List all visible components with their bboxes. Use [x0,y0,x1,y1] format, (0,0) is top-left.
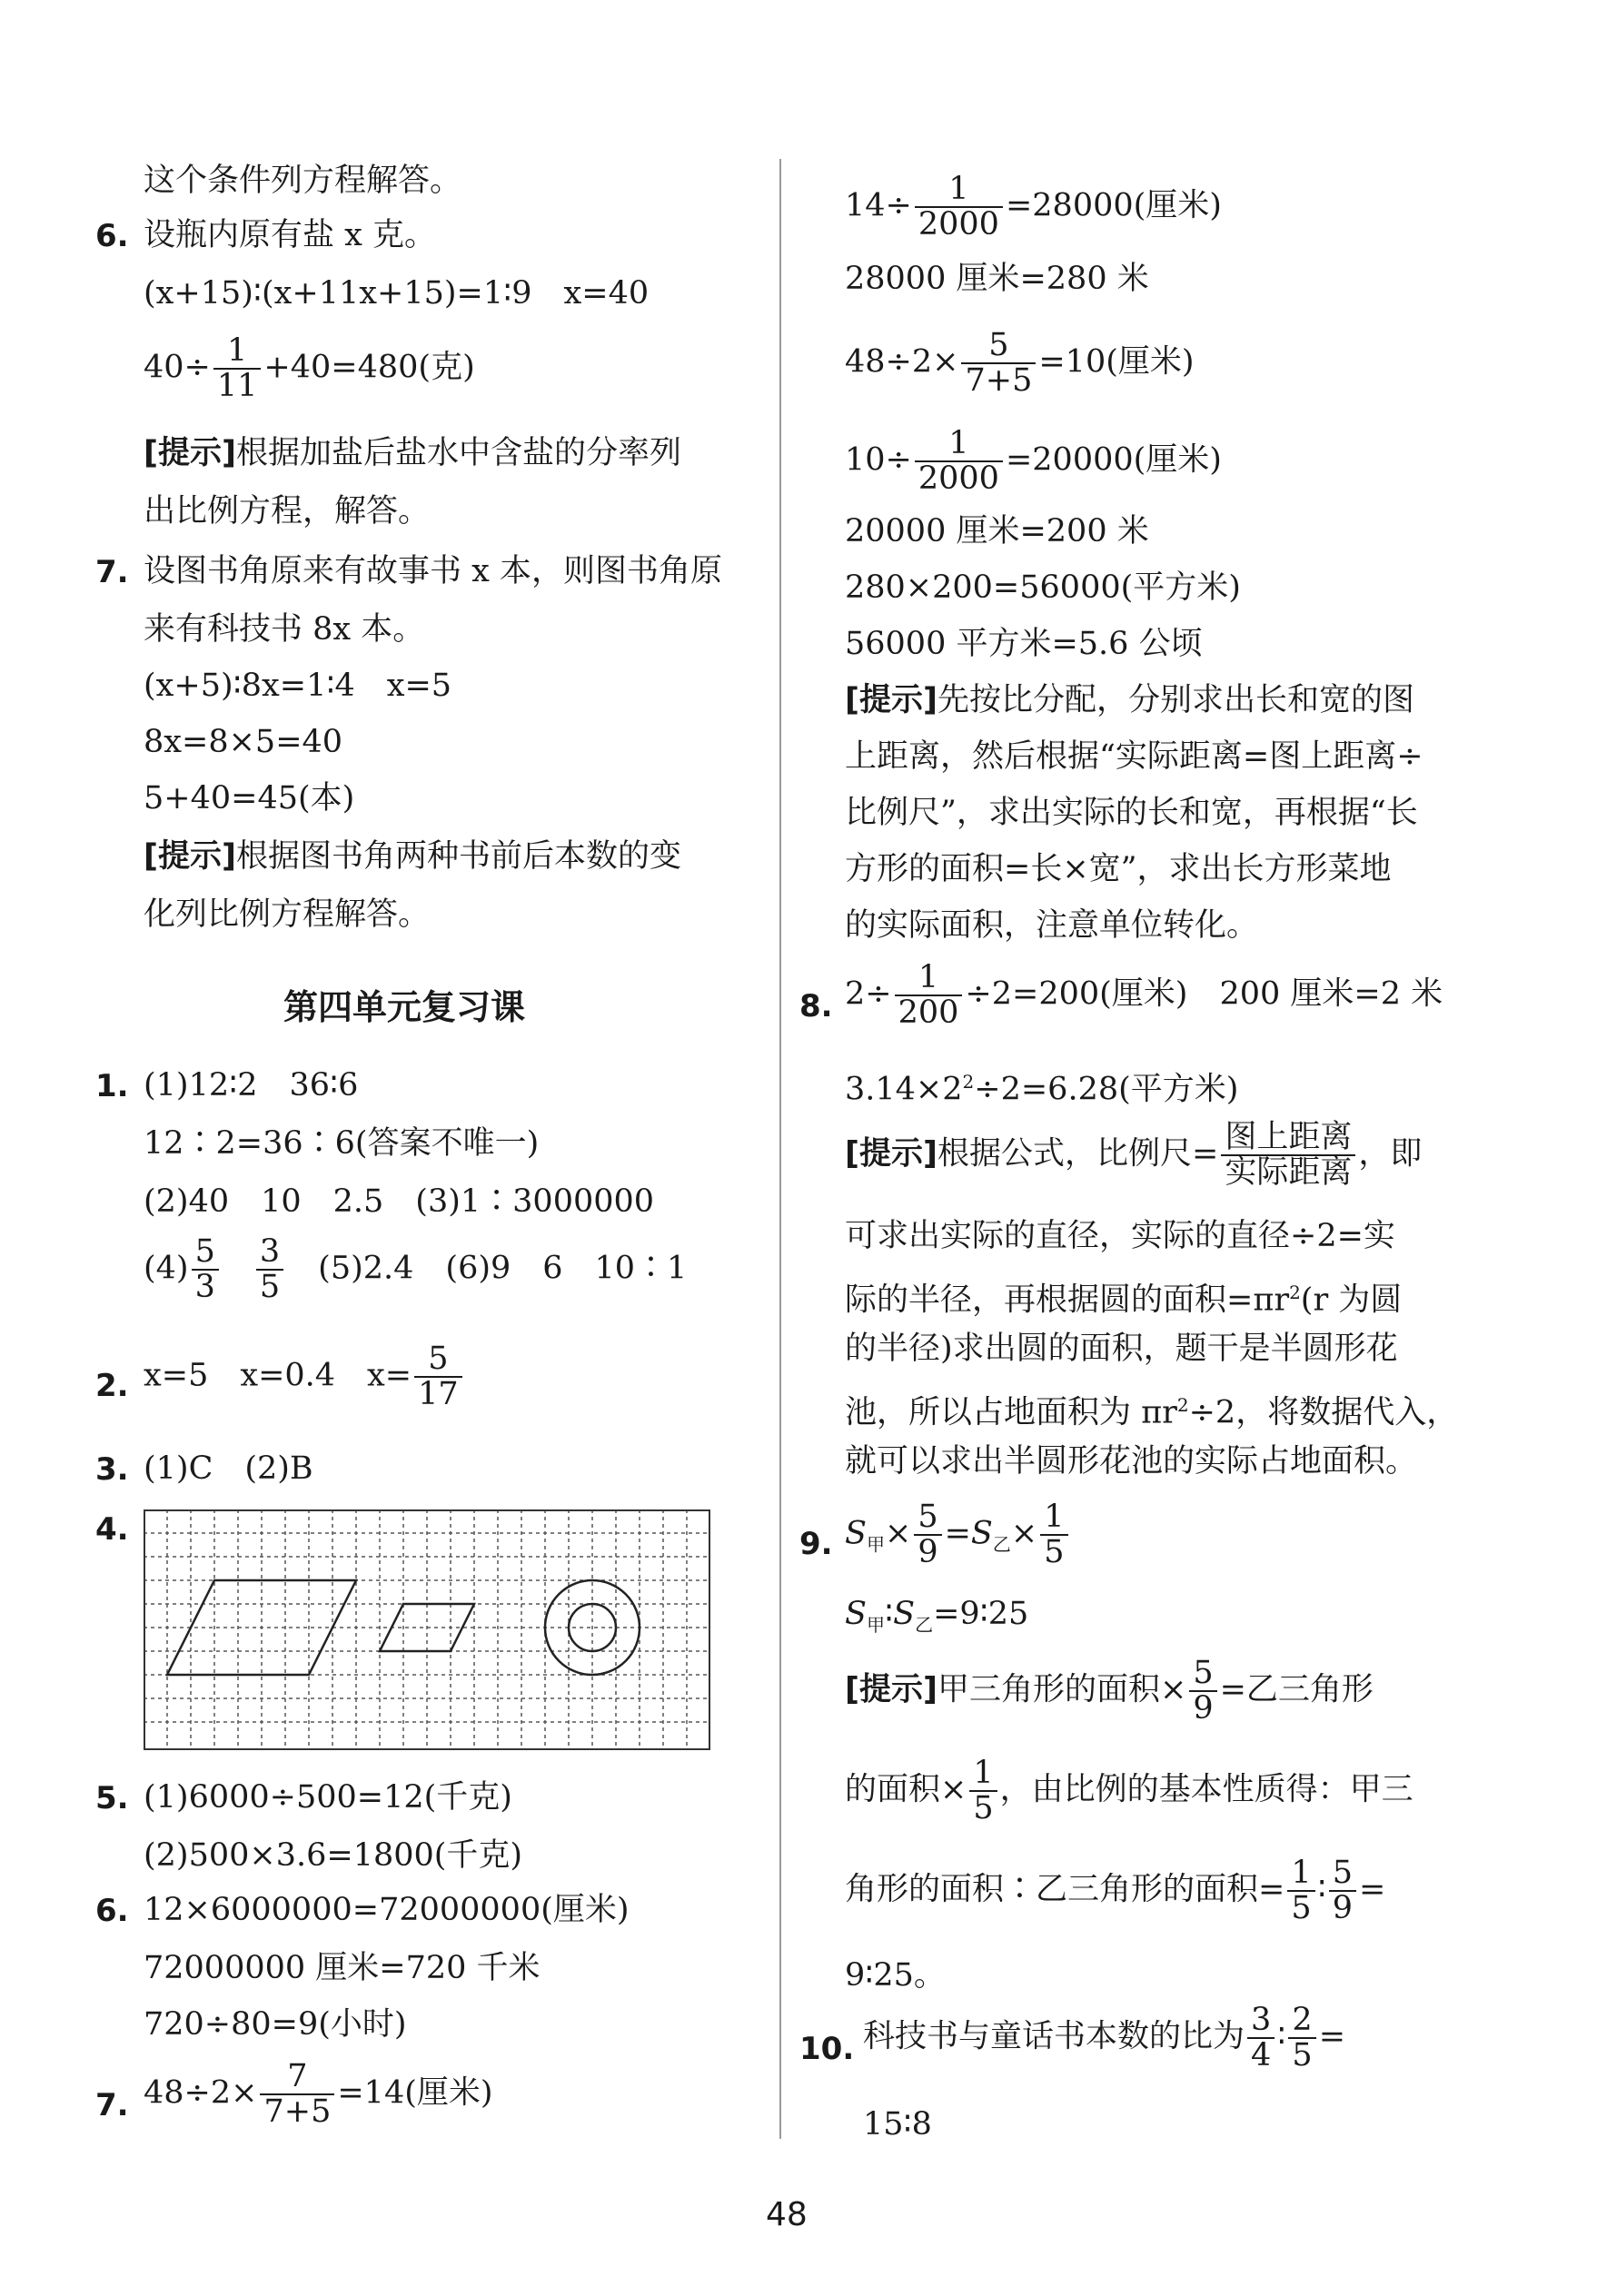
fraction [1288,2004,1315,2073]
hint-line: 比例尺”，求出实际的长和宽，再根据“长 [845,795,1418,831]
text-line: 设图书角原来有故事书 x 本，则图书角原 [144,553,722,589]
text: =9∶25 [933,1596,1029,1632]
text: 48÷2× [144,2074,258,2112]
fraction [260,2060,334,2129]
question-number: 6. [95,1893,129,1929]
fraction [1287,1856,1314,1925]
hint-text: =乙三角形 [1219,1671,1374,1708]
numerator: 1 [1287,1856,1314,1892]
hint-line [144,837,681,876]
fraction [1247,2004,1275,2073]
question-number: 7. [95,554,129,590]
numerator: 3 [256,1235,283,1271]
page-number: 48 [766,2196,808,2233]
text: = [1318,2018,1346,2055]
section-title: 第四单元复习课 [283,987,526,1027]
equation-line: (1)12∶2 36∶6 [144,1067,359,1103]
hint-line: 可求出实际的直径，实际的直径÷2=实 [845,1218,1395,1254]
hint-line [845,1856,1385,1925]
hint-line [845,681,1414,719]
denominator: 9 [1332,1889,1353,1926]
numerator: 1 [969,1757,997,1792]
fraction [895,961,963,1030]
equation-line: (x+5)∶8x=1∶4 x=5 [144,668,452,704]
equation-line [845,1595,1028,1644]
numerator: 2 [1288,2004,1315,2039]
text: (5)2.4 (6)9 6 10∶1 [318,1250,688,1287]
subscript: 甲 [866,1614,885,1636]
numerator: 5 [914,1500,941,1536]
denominator: 2000 [918,205,999,242]
fraction [1329,1856,1356,1925]
hint-label: [提示] [845,1135,937,1173]
equation-line: 15∶8 [863,2106,932,2143]
numerator: 5 [961,329,1036,364]
fraction [915,427,1003,496]
question-number: 7. [95,2087,129,2123]
denominator: 7+5 [263,2093,332,2130]
equation-line: (1)6000÷500=12(千克) [144,1779,512,1816]
question-number: 1. [95,1068,129,1104]
equation-line: 12∶2=36∶6(答案不唯一) [144,1125,540,1162]
text: × [1010,1515,1038,1552]
subscript: 乙 [915,1614,934,1636]
hint-text: 先按比分配，分别求出长和宽的图 [937,682,1415,718]
text: 10÷ [845,441,912,479]
hint-text: 根据加盐后盐水中含盐的分率列 [236,435,682,471]
equation-line [845,961,1443,1030]
text: × [884,1515,912,1552]
hint-text: 角形的面积∶乙三角形的面积= [845,1871,1285,1908]
numerator: 5 [1189,1657,1216,1692]
text: 2÷ [845,975,892,1013]
grid-lines [144,1509,710,1750]
equation-line [845,1063,1238,1109]
numerator: 5 [1329,1856,1356,1892]
denominator: 17 [418,1375,459,1412]
denominator: 5 [1044,1533,1065,1570]
hint-text: 的面积× [845,1771,967,1808]
subscript: 甲 [866,1533,885,1556]
text: = [944,1515,971,1552]
question-number: 5. [95,1780,129,1816]
symbol: S [970,1515,993,1552]
fraction [1189,1657,1216,1726]
fraction [1221,1121,1355,1190]
hint-text: 际的半径，再根据圆的面积=πr [845,1282,1290,1319]
fraction [914,1500,941,1569]
question-number: 6. [95,218,129,254]
denominator: 5 [973,1789,994,1826]
denominator: 9 [1193,1689,1214,1727]
denominator: 实际距离 [1225,1153,1353,1191]
hint-text: ，即 [1358,1135,1423,1173]
equation-line [845,173,1222,242]
equation-line [845,427,1222,496]
equation-line: 56000 平方米=5.6 公顷 [845,626,1203,662]
text: 3.14×2 [845,1071,963,1108]
equation-line: 5+40=45(本) [144,780,355,816]
denominator: 2000 [918,460,999,497]
grid-drawing [144,1509,710,1750]
denominator: 9 [918,1533,938,1570]
question-number: 3. [95,1451,129,1488]
numerator: 1 [915,173,1003,208]
text-line [863,2004,1345,2073]
hint-text: 甲三角形的面积× [937,1671,1187,1708]
hint-text: 池，所以占地面积为 πr [845,1394,1177,1431]
text: 48÷2× [845,343,959,381]
denominator: 3 [194,1268,215,1305]
fraction [1040,1500,1067,1569]
hint-line: 方形的面积=长×宽”，求出长方形菜地 [845,851,1392,887]
equation-line [144,1342,465,1411]
text: 科技书与童话书本数的比为 [863,2018,1245,2055]
equation-line: 280×200=56000(平方米) [845,569,1241,606]
hint-line: 就可以求出半圆形花池的实际占地面积。 [845,1443,1418,1480]
equation-line: (x+15)∶(x+11x+15)=1∶9 x=40 [144,275,650,312]
numerator: 图上距离 [1221,1121,1355,1156]
hint-text: (r 为圆 [1300,1282,1403,1319]
question-number: 8. [799,988,833,1024]
hint-line: 的实际面积，注意单位转化。 [845,907,1259,944]
denominator: 200 [898,994,959,1031]
exponent: 2 [1289,1282,1301,1303]
denominator: 4 [1251,2036,1272,2073]
equation-line [144,2060,493,2129]
equation-line: 28000 厘米=280 米 [845,261,1149,297]
text: +40=480(克) [263,349,475,386]
hint-text: ÷2，将数据代入， [1188,1394,1459,1431]
text: ÷2=200(厘米) 200 厘米=2 米 [965,975,1443,1013]
question-number: 4. [95,1511,129,1548]
equation-line: (2)40 10 2.5 (3)1∶3000000 [144,1183,655,1220]
hint-line: 上距离，然后根据“实际距离=图上距离÷ [845,738,1423,775]
hint-line [845,1657,1374,1726]
numerator: 1 [895,961,963,996]
denominator: 5 [259,1268,281,1305]
fraction [969,1757,997,1826]
fraction [213,334,262,403]
symbol: S [845,1596,867,1632]
exponent: 2 [962,1071,975,1093]
equation-line: 72000000 厘米=720 千米 [144,1950,541,1986]
hint-text: ，由比例的基本性质得：甲三 [999,1771,1413,1808]
equation-line: 8x=8×5=40 [144,724,343,760]
text: =14(厘米) [337,2074,493,2112]
equation-line: (2)500×3.6=1800(千克) [144,1837,523,1874]
exponent: 2 [1176,1394,1189,1416]
hint-text: = [1359,1871,1386,1908]
symbol: S [845,1515,867,1552]
numerator: 1 [1040,1500,1067,1536]
fraction [414,1342,462,1411]
fraction [256,1235,283,1304]
hint-label: [提示] [144,838,236,875]
hint-line [845,1121,1422,1190]
hint-line: 的半径)求出圆的面积，题干是半圆形花 [845,1331,1398,1367]
hint-label: [提示] [845,1671,937,1708]
equation-line [144,334,475,403]
text: (4) [144,1250,189,1287]
text-line: 来有科技书 8x 本。 [144,611,425,648]
equation-line [845,329,1195,398]
question-number: 10. [799,2031,855,2067]
numerator: 1 [915,427,1003,462]
numerator: 5 [192,1235,219,1271]
text: 40÷ [144,349,211,386]
question-number: 9. [799,1526,833,1562]
hint-line [845,1273,1402,1320]
equation-line: 720÷80=9(小时) [144,2006,407,2043]
symbol: S [893,1596,916,1632]
equation-line [144,1235,687,1304]
hint-line [845,1757,1413,1826]
text: ∶ [884,1596,894,1632]
hint-text: 根据公式，比例尺= [937,1135,1219,1173]
text: x=5 x=0.4 x= [144,1357,412,1394]
fraction [192,1235,219,1304]
hint-line: 化列比例方程解答。 [144,896,431,933]
text: =28000(厘米) [1005,187,1222,224]
hint-label: [提示] [144,435,236,471]
text: =20000(厘米) [1005,441,1222,479]
denominator: 7+5 [965,361,1033,399]
hint-line: 出比例方程，解答。 [144,493,431,529]
equation-line: 12×6000000=72000000(厘米) [144,1892,630,1928]
hint-line: 9∶25。 [845,1957,946,1994]
hint-text: ∶ [1317,1871,1326,1908]
column-divider [779,159,781,2139]
hint-text: 根据图书角两种书前后本数的变 [236,838,682,875]
numerator: 1 [213,334,262,370]
hint-line [845,1386,1458,1432]
equation-line: 20000 厘米=200 米 [845,513,1149,549]
fraction [961,329,1036,398]
answer-line: (1)C (2)B [144,1450,313,1487]
text-line: 设瓶内原有盐 x 克。 [144,217,436,253]
text: =10(厘米) [1038,343,1195,381]
numerator: 3 [1247,2004,1275,2039]
fraction [915,173,1003,242]
text: 14÷ [845,187,912,224]
text-line: 这个条件列方程解答。 [144,163,462,199]
denominator: 11 [216,367,258,404]
question-number: 2. [95,1368,129,1404]
text: ∶ [1277,2018,1286,2055]
hint-line [144,434,681,472]
numerator: 7 [260,2060,334,2095]
text: ÷2=6.28(平方米) [974,1071,1239,1108]
equation-line [845,1500,1071,1571]
hint-label: [提示] [845,682,937,718]
denominator: 5 [1292,2036,1313,2073]
numerator: 5 [414,1342,462,1378]
denominator: 5 [1291,1889,1312,1926]
subscript: 乙 [992,1533,1011,1556]
